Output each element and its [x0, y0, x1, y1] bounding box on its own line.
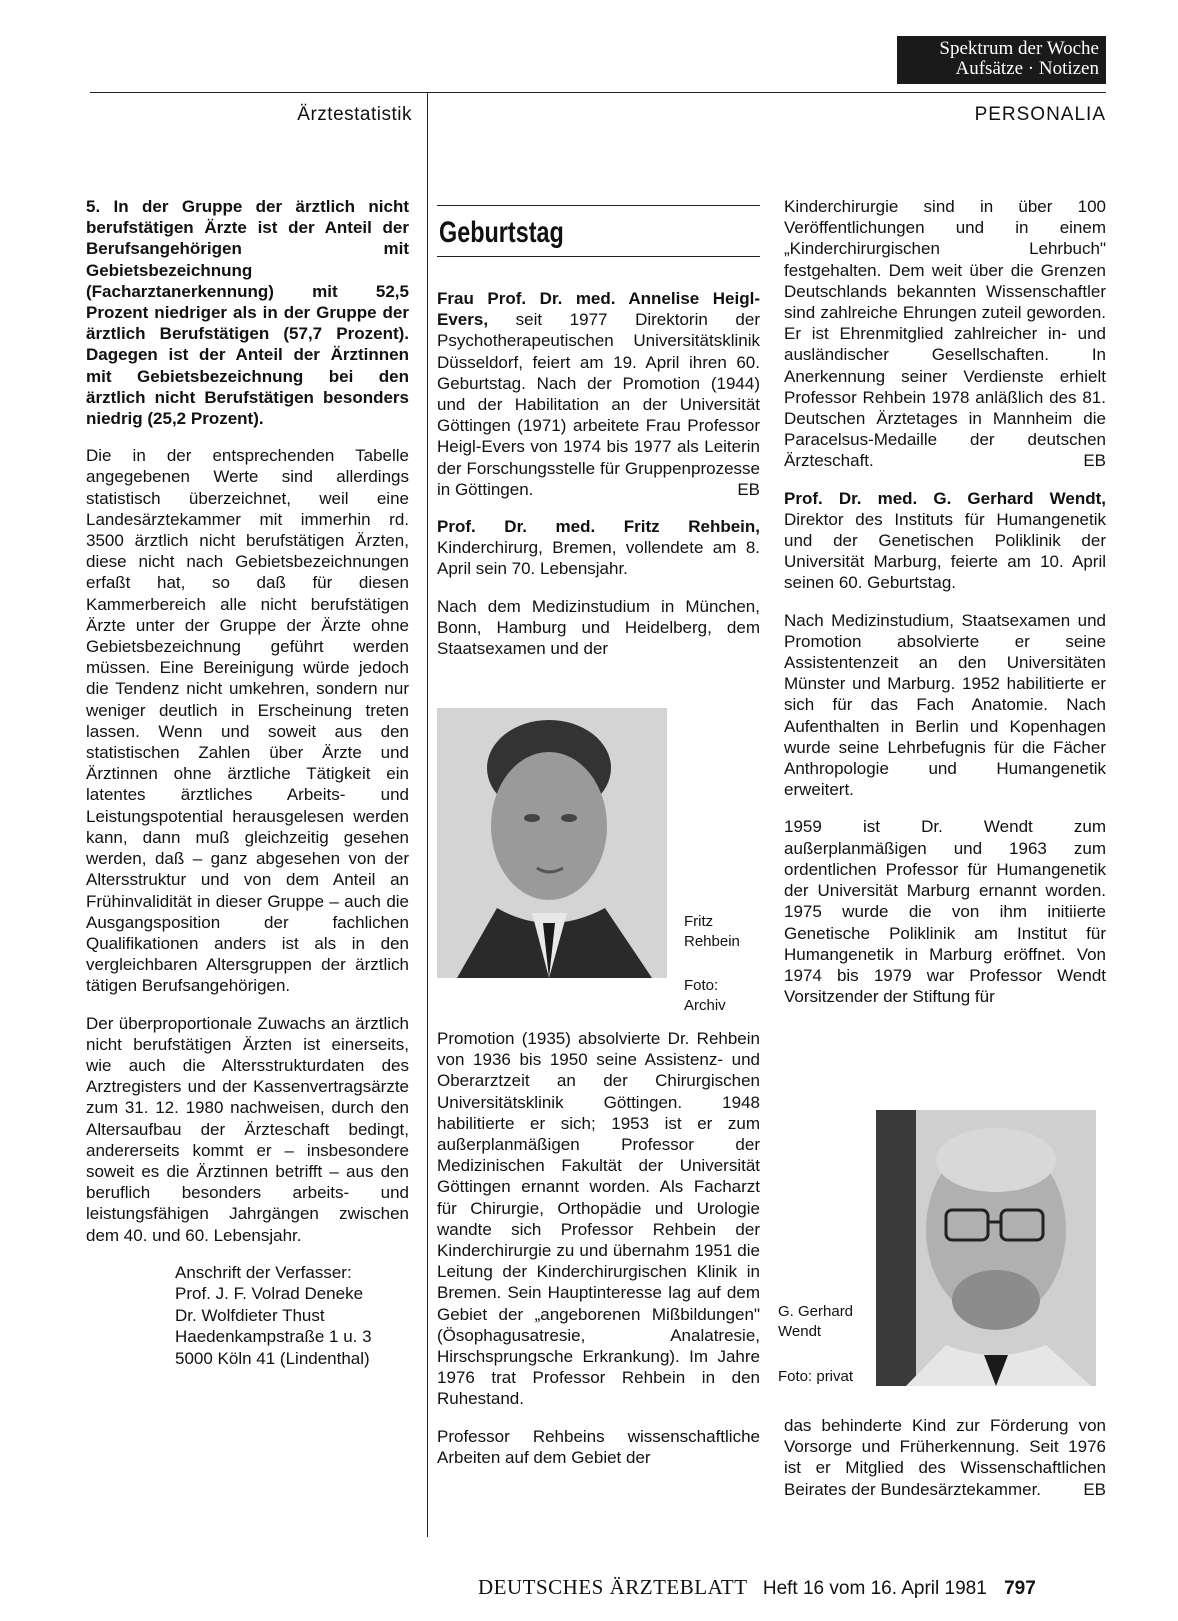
address-line: 5000 Köln 41 (Lindenthal) [175, 1348, 370, 1368]
wendt-paragraph-2: 1959 ist Dr. Wendt zum außerplanmäßigen und 1963 zum ordentlichen Professor für Humangenetik der Universität Marburg ernannt worden. 1975 wurde die von ihm initiierte Genetische Poliklinik am Institut für Humangenetik in Marburg eröffnet. Von 1974 bis 1979 war Professor Wendt Vorsitzender der Stiftung für [784, 817, 1106, 1007]
section-title-right: PERSONALIA [974, 104, 1106, 125]
magazine-title: DEUTSCHES ÄRZTEBLATT [478, 1575, 748, 1599]
rehbein-intro-paragraph [437, 516, 760, 580]
address-line: Haedenkampstraße 1 u. 3 [175, 1327, 372, 1347]
page-number: 797 [1004, 1578, 1036, 1599]
heigl-name: Frau Prof. Dr. med. Annelise Heigl-Evers, [437, 289, 760, 330]
rehbein-portrait-photo [437, 708, 667, 978]
address-line: Prof. J. F. Volrad Deneke [175, 1284, 364, 1304]
lead-paragraph: 5. In der Gruppe der ärztlich nicht berufstätigen Ärzte ist der Anteil der Berufsangehörigen mit Gebietsbezeichnung (Facharztanerkennung) mit 52,5 Prozent niedriger als in der Gruppe der ärztlich Berufstätigen (57,7 Prozent). Dagegen ist der Anteil der Ärztinnen mit Gebietsbezeichnung bei den ärztlich nicht Berufstätigen besonders niedrig (25,2 Prozent). [86, 197, 409, 429]
wendt-photo-caption: G. Gerhard Wendt [778, 1303, 854, 1340]
wendt-portrait-photo [876, 1110, 1096, 1386]
wendt-paragraph-1: Nach Medizinstudium, Staatsexamen und Promotion absolvierte er seine Assistentenzeit an den Universitäten Münster und Marburg. 1952 habilitierte er sich für das Fach Anatomie. Nach Aufenthalten in Berlin und Kopenhagen wurde seine Lehrbefugnis für die Fächer Anthropologie und Humangenetik erweitert. [784, 610, 1106, 800]
wendt-intro-paragraph [784, 488, 1106, 594]
photo-caption-name: Fritz Rehbein [684, 913, 740, 950]
issue-info: Heft 16 vom 16. April 1981 [762, 1578, 987, 1599]
rehbein-signature: EB [1083, 451, 1106, 471]
middle-column-top [437, 288, 760, 675]
wendt-name: Prof. Dr. med. G. Gerhard Wendt, [784, 488, 1106, 508]
page-footer [478, 1575, 1036, 1600]
rehbein-paragraph-1: Nach dem Medizinstudium in München, Bonn, Hamburg und Heidelberg, dem Staatsexamen und der [437, 596, 760, 659]
brand-line-2: Aufsätze · Notizen [955, 58, 1099, 79]
rehbein-photo-credit: Foto: Archiv [684, 977, 726, 1014]
heigl-signature: EB [737, 479, 760, 499]
middle-column-bottom [437, 1028, 760, 1484]
body-paragraph-2: Der überproportionale Zuwachs an ärztlich nicht berufstätigen Ärzten ist einerseits, wie auch die Altersstrukturdaten des Arztregisters und der Kassenvertragsärzte zum 31. 12. 1980 nachweisen, durch den Altersaufbau der Ärzteschaft bedingt, andererseits kommt er – insbesondere soweit es die Ärztinnen betrifft – aus den beruflich besonders arbeits- und leistungsfähigen Jahrgängen zwischen dem 40. und 60. Lebensjahr. [86, 1013, 409, 1245]
column-divider [427, 92, 428, 1537]
rehbein-intro: Kinderchirurg, Bremen, vollendete am 8. April sein 70. Lebensjahr. [437, 538, 760, 579]
wendt-closing-text: das behinderte Kind zur Förderung von Vorsorge und Früherkennung. Seit 1976 ist er Mitglied des Wissenschaftlichen Beirates der Bundesärztekammer. [784, 1416, 1106, 1499]
section-heading-block [437, 205, 760, 257]
wendt-paragraph-3 [784, 1415, 1106, 1500]
heigl-paragraph [437, 288, 760, 500]
rehbein-photo-caption [684, 912, 744, 952]
rehbein-paragraph-3: Professor Rehbeins wissenschaftliche Arbeiten auf dem Gebiet der [437, 1426, 760, 1467]
wendt-photo-credit: Foto: privat [778, 1368, 854, 1385]
rehbein-paragraph-2: Promotion (1935) absolvierte Dr. Rehbein von 1936 bis 1950 seine Assistenz- und Oberarztzeit an der Chirurgischen Universitätsklinik Göttingen. 1948 habilitierte er sich; 1953 ist er zum außerplanmäßigen Professor der Medizinischen Fakultät der Universität Göttingen ernannt worden. Als Facharzt für Chirurgie, Orthopädie und Urologie wandte sich Professor Rehbein der Kinderchirurgie zu und übernahm 1951 die Leitung der Kinderchirurgischen Klinik in Bremen. Sein Hauptinteresse lag auf dem Gebiet der „angeborenen Mißbildungen" (Ösophagusatresie, Analatresie, Hirschsprungsche Erkrankung). Im Jahre 1976 trat Professor Rehbein in den Ruhestand. [437, 1029, 760, 1409]
rehbein-continued-text: Kinderchirurgie sind in über 100 Veröffentlichungen und in einem „Kinderchirurgischen Lehrbuch" festgehalten. Dem weit über die Grenzen Deutschlands bekannten Wissenschaftler sind zahlreiche Ehrungen zuteil geworden. Er ist Ehrenmitglied zahlreicher in- und ausländischer Gesellschaften. In Anerkennung seiner Verdienste erhielt Professor Rehbein 1978 anläßlich des 81. Deutschen Ärztetages in Mannheim die Paracelsus-Medaille der deutschen Ärzteschaft. [784, 197, 1106, 471]
right-column-top [784, 196, 1106, 1023]
section-heading: Geburtstag [439, 216, 564, 249]
body-paragraph-1: Die in der entsprechenden Tabelle angegebenen Werte sind allerdings statistisch überzeichnet, weil eine Landesärztekammer mit immerhin rd. 3500 ärztlich nicht berufstätigen Ärzten, diese nicht nach Gebietsbezeichnungen erfaßt hat, so daß für diesen Kammerbereich alle nicht berufstätigen Ärzte unter der Gruppe der Ärzte ohne Gebietsbezeichnung geführt werden müssen. Eine Bereinigung würde jedoch die Tendenz nicht umkehren, sondern nur weniger deutlich in Erscheinung treten lassen. Wenn und soweit aus den statistischen Zahlen über Ärzte und Ärztinnen ohne ärztliche Tätigkeit ein latentes ärztliches Arbeits- und Leistungspotential herausgelesen werden kann, dann muß gleichzeitig gesehen werden, daß – ganz abgesehen von der Altersstruktur und von dem Anteil an Frühinvalidität in dieser Gruppe – auch die Ausgangsposition der fachlichen Qualifikationen anders ist als in den vergleichbaren Altersgruppen der ärztlich tätigen Berufsangehörigen. [86, 446, 409, 996]
heigl-text: seit 1977 Direktorin der Psychotherapeutischen Universitätsklinik Düsseldorf, feiert am 19. April ihren 60. Geburtstag. Nach der Promotion (1944) und der Habilitation an der Universität Göttingen (1971) arbeitete Frau Professor Heigl-Evers von 1974 bis 1977 als Leiterin der Forschungsstelle für Gruppenprozesse in Göttingen. [437, 310, 760, 499]
address-line: Anschrift der Verfasser: [175, 1262, 352, 1282]
journal-brand-box [897, 36, 1106, 84]
rehbein-name: Prof. Dr. med. Fritz Rehbein, [437, 517, 760, 537]
section-title-left: Ärztestatistik [297, 104, 412, 125]
address-line: Dr. Wolfdieter Thust [175, 1305, 325, 1325]
left-column [86, 196, 409, 1369]
wendt-signature: EB [1083, 1479, 1106, 1499]
header-rule [90, 92, 1106, 93]
right-column-bottom [784, 1415, 1106, 1516]
brand-line-1: Spektrum der Woche [939, 38, 1099, 59]
author-address [175, 1262, 409, 1370]
rehbein-continued-paragraph [784, 196, 1106, 472]
wendt-intro: Direktor des Instituts für Humangenetik und der Genetischen Poliklinik der Universität Marburg, feierte am 10. April seinen 60. Geburtstag. [784, 509, 1106, 593]
